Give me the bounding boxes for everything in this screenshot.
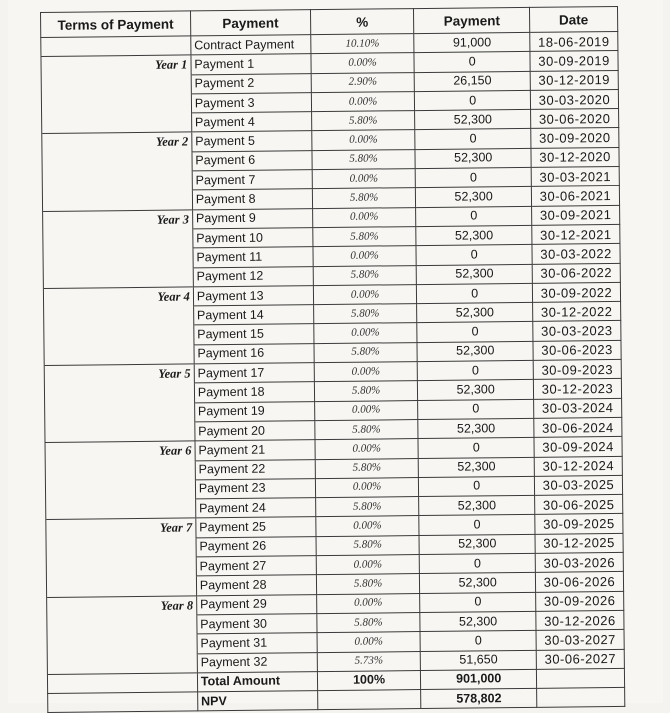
term-cell (41, 94, 191, 115)
percent-cell: 5.80% (311, 111, 415, 131)
percent-cell: 5.80% (316, 574, 420, 594)
payment-amount-cell: 52,300 (417, 341, 533, 362)
date-cell: 30-03-2023 (533, 321, 621, 341)
payment-name-cell: Payment 31 (197, 633, 317, 654)
header-percent: % (310, 9, 414, 35)
payment-name-cell: Payment 26 (196, 536, 316, 557)
percent-cell: 2.90% (311, 72, 415, 92)
percent-cell: 5.80% (313, 304, 417, 324)
percent-cell: 0.00% (312, 207, 416, 227)
total-date-cell (536, 668, 624, 688)
payment-amount-cell: 0 (419, 476, 535, 497)
payment-amount-cell: 52,300 (416, 187, 532, 208)
payment-amount-cell: 0 (418, 360, 534, 381)
percent-cell: 5.80% (312, 188, 416, 208)
total-percent: 100% (317, 670, 421, 690)
date-cell: 30-06-2020 (531, 109, 619, 129)
date-cell: 30-06-2022 (532, 263, 620, 283)
payment-amount-cell: 51,650 (421, 650, 537, 671)
date-cell: 30-09-2022 (532, 282, 620, 302)
percent-cell: 5.80% (312, 149, 416, 169)
date-cell: 30-09-2025 (535, 514, 623, 534)
term-cell (41, 36, 191, 57)
date-cell: 30-06-2024 (534, 417, 622, 437)
term-cell (46, 576, 196, 597)
term-cell (42, 113, 192, 134)
percent-cell: 5.80% (316, 535, 420, 555)
total-amount: 901,000 (421, 669, 537, 690)
payment-amount-cell: 52,300 (419, 495, 535, 516)
term-cell: Year 1 (41, 55, 191, 76)
term-cell (44, 325, 194, 346)
payment-name-cell: Payment 18 (194, 382, 314, 403)
percent-cell: 5.80% (314, 381, 418, 401)
date-cell: 30-09-2021 (532, 205, 620, 225)
payment-name-cell: Payment 16 (194, 343, 314, 364)
date-cell: 30-09-2024 (534, 437, 622, 457)
date-cell: 30-03-2025 (534, 475, 622, 495)
percent-cell: 0.00% (314, 323, 418, 343)
percent-cell: 0.00% (317, 632, 421, 652)
header-payment-name: Payment (190, 10, 310, 36)
npv-amount: 578,802 (421, 688, 537, 709)
payment-amount-cell: 0 (418, 438, 534, 459)
payment-amount-cell: 52,300 (415, 148, 531, 169)
payment-name-cell: Payment 22 (195, 459, 315, 480)
payment-name-cell: Payment 5 (192, 131, 312, 152)
term-cell (47, 634, 197, 655)
payment-amount-cell: 52,300 (418, 380, 534, 401)
term-cell (47, 653, 197, 674)
term-cell (42, 190, 192, 211)
term-cell (46, 538, 196, 559)
payment-name-cell: Payment 14 (193, 305, 313, 326)
term-cell (42, 171, 192, 192)
date-cell: 30-12-2022 (533, 302, 621, 322)
payment-amount-cell: 0 (418, 399, 534, 420)
percent-cell: 0.00% (315, 477, 419, 497)
term-cell (42, 152, 192, 173)
percent-cell: 0.00% (316, 555, 420, 575)
document-page (8, 0, 663, 709)
term-cell: Year 4 (43, 287, 193, 308)
payment-name-cell: Payment 30 (197, 614, 317, 635)
payment-amount-cell: 52,300 (416, 225, 532, 246)
term-cell: Year 2 (42, 132, 192, 153)
term-cell: Year 3 (43, 210, 193, 231)
schedule-body (41, 31, 625, 674)
payment-name-cell: Payment 7 (192, 170, 312, 191)
payment-name-cell: Payment 19 (194, 401, 314, 422)
header-date: Date (529, 6, 617, 32)
payment-name-cell: Payment 20 (195, 421, 315, 442)
term-cell (43, 248, 193, 269)
date-cell: 30-03-2024 (534, 398, 622, 418)
term-cell (46, 557, 196, 578)
percent-cell: 0.00% (315, 439, 419, 459)
term-cell (43, 229, 193, 250)
payment-amount-cell: 26,150 (414, 71, 530, 92)
percent-cell: 0.00% (316, 593, 420, 613)
payment-name-cell: Payment 13 (193, 286, 313, 307)
term-cell (46, 499, 196, 520)
date-cell: 30-12-2021 (532, 224, 620, 244)
percent-cell: 0.00% (314, 400, 418, 420)
payment-amount-cell: 91,000 (414, 32, 530, 53)
date-cell: 30-06-2025 (535, 495, 623, 515)
total-label: Total Amount (197, 671, 317, 692)
payment-name-cell: Payment 2 (191, 73, 311, 94)
term-cell (45, 480, 195, 501)
term-cell: Year 7 (46, 518, 196, 539)
term-cell: Year 8 (47, 596, 197, 617)
payment-amount-cell: 52,300 (420, 611, 536, 632)
date-cell: 30-03-2021 (531, 167, 619, 187)
payment-amount-cell: 0 (417, 322, 533, 343)
payment-amount-cell: 0 (419, 515, 535, 536)
percent-cell: 5.80% (314, 342, 418, 362)
term-cell (44, 383, 194, 404)
payment-amount-cell: 52,300 (417, 264, 533, 285)
date-cell: 30-12-2020 (531, 147, 619, 167)
header-payment-amount: Payment (414, 7, 530, 33)
payment-amount-cell: 0 (420, 631, 536, 652)
percent-cell: 5.80% (315, 497, 419, 517)
date-cell: 30-12-2023 (533, 379, 621, 399)
term-cell (47, 615, 197, 636)
date-cell: 30-09-2019 (530, 51, 618, 71)
payment-name-cell: Payment 24 (195, 498, 315, 519)
total-term-cell (47, 673, 197, 694)
percent-cell: 0.00% (311, 130, 415, 150)
percent-cell: 0.00% (314, 362, 418, 382)
percent-cell: 0.00% (316, 516, 420, 536)
date-cell: 30-09-2026 (536, 591, 624, 611)
percent-cell: 0.00% (312, 169, 416, 189)
payment-name-cell: Payment 17 (194, 363, 314, 384)
percent-cell: 0.00% (311, 91, 415, 111)
npv-percent-cell (317, 690, 421, 710)
payment-amount-cell: 0 (420, 592, 536, 613)
date-cell: 30-09-2023 (533, 359, 621, 379)
payment-amount-cell: 0 (416, 206, 532, 227)
payment-amount-cell: 52,300 (415, 110, 531, 131)
payment-name-cell: Payment 32 (197, 652, 317, 673)
payment-amount-cell: 0 (414, 52, 530, 73)
date-cell: 30-12-2026 (536, 610, 624, 630)
percent-cell: 5.73% (317, 651, 421, 671)
npv-term-cell (48, 692, 198, 713)
term-cell (43, 267, 193, 288)
date-cell: 30-06-2023 (533, 340, 621, 360)
date-cell: 30-09-2020 (531, 128, 619, 148)
term-cell (45, 422, 195, 443)
payment-name-cell: Payment 28 (196, 575, 316, 596)
payment-amount-cell: 52,300 (418, 418, 534, 439)
payment-amount-cell: 52,300 (417, 303, 533, 324)
payment-name-cell: Payment 8 (192, 189, 312, 210)
payment-name-cell: Payment 21 (195, 440, 315, 461)
date-cell: 30-06-2021 (531, 186, 619, 206)
payment-name-cell: Payment 4 (191, 112, 311, 133)
term-cell (44, 306, 194, 327)
payment-amount-cell: 0 (416, 167, 532, 188)
term-cell: Year 5 (44, 364, 194, 385)
payment-amount-cell: 52,300 (420, 573, 536, 594)
date-cell: 30-03-2026 (535, 552, 623, 572)
npv-label: NPV (197, 691, 317, 712)
payment-amount-cell: 0 (416, 245, 532, 266)
payment-name-cell: Payment 12 (193, 266, 313, 287)
date-cell: 30-03-2027 (536, 630, 624, 650)
payment-amount-cell: 52,300 (419, 534, 535, 555)
percent-cell: 10.10% (310, 34, 414, 54)
npv-date-cell (537, 688, 625, 708)
payment-name-cell: Payment 11 (193, 247, 313, 268)
payment-amount-cell: 0 (417, 283, 533, 304)
term-cell (45, 460, 195, 481)
payment-name-cell: Contract Payment (191, 35, 311, 56)
term-cell (45, 403, 195, 424)
header-terms: Terms of Payment (41, 11, 191, 38)
payment-amount-cell: 0 (420, 553, 536, 574)
date-cell: 30-03-2020 (530, 89, 618, 109)
payment-name-cell: Payment 3 (191, 93, 311, 114)
payment-amount-cell: 0 (415, 129, 531, 150)
payment-schedule-table (40, 6, 625, 713)
term-cell: Year 6 (45, 441, 195, 462)
percent-cell: 5.80% (313, 265, 417, 285)
payment-name-cell: Payment 15 (194, 324, 314, 345)
percent-cell: 5.80% (317, 612, 421, 632)
date-cell: 30-03-2022 (532, 244, 620, 264)
payment-name-cell: Payment 25 (196, 517, 316, 538)
payment-amount-cell: 0 (415, 90, 531, 111)
percent-cell: 0.00% (313, 284, 417, 304)
date-cell: 30-12-2025 (535, 533, 623, 553)
term-cell (41, 75, 191, 96)
payment-name-cell: Payment 1 (191, 54, 311, 75)
percent-cell: 5.80% (315, 458, 419, 478)
date-cell: 30-06-2026 (535, 572, 623, 592)
percent-cell: 5.80% (313, 227, 417, 247)
percent-cell: 0.00% (313, 246, 417, 266)
date-cell: 30-12-2019 (530, 70, 618, 90)
payment-name-cell: Payment 6 (192, 150, 312, 171)
payment-name-cell: Payment 9 (192, 208, 312, 229)
payment-amount-cell: 52,300 (419, 457, 535, 478)
payment-name-cell: Payment 29 (196, 594, 316, 615)
date-cell: 30-06-2027 (536, 649, 624, 669)
percent-cell: 0.00% (311, 53, 415, 73)
payment-name-cell: Payment 27 (196, 556, 316, 577)
date-cell: 30-12-2024 (534, 456, 622, 476)
payment-name-cell: Payment 23 (195, 478, 315, 499)
term-cell (44, 345, 194, 366)
payment-name-cell: Payment 10 (193, 228, 313, 249)
date-cell: 18-06-2019 (530, 31, 618, 51)
percent-cell: 5.80% (315, 420, 419, 440)
